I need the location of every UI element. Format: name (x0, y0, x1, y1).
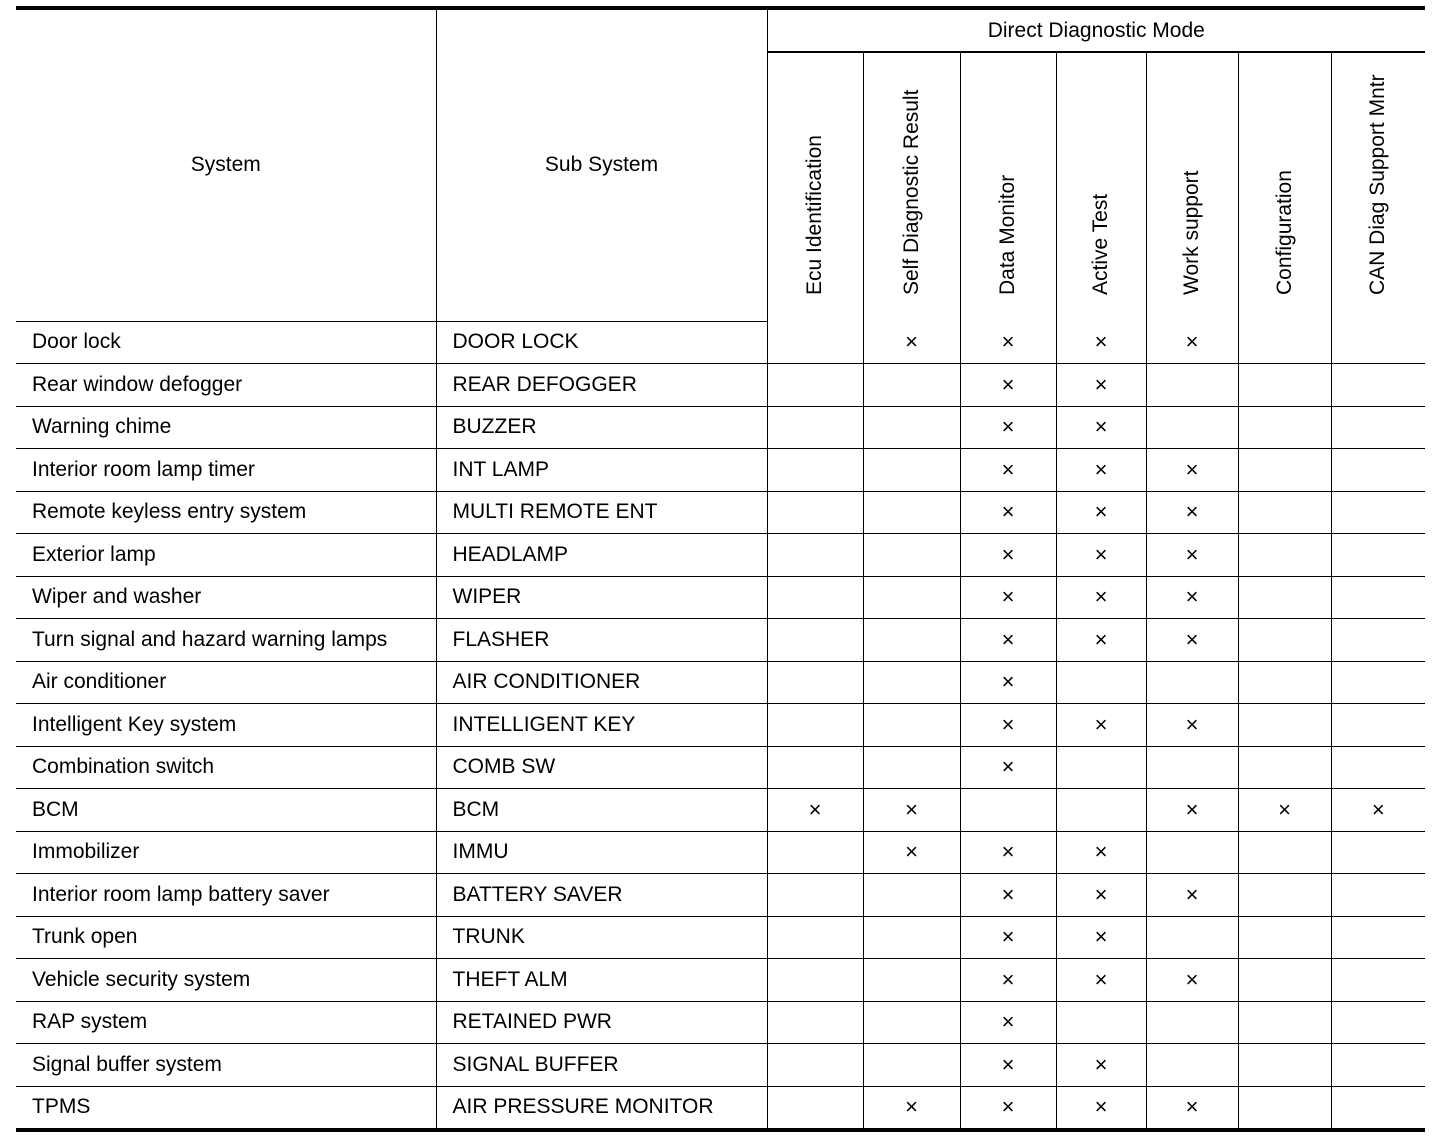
header-mode-configuration (1238, 52, 1331, 321)
sub-system-cell: BCM (436, 789, 767, 832)
sub-system-cell: DOOR LOCK (436, 321, 767, 364)
sub-system-cell: BATTERY SAVER (436, 874, 767, 917)
header-mode-label: Ecu Identification (803, 135, 826, 295)
table-row (16, 916, 1425, 959)
table-row (16, 661, 1425, 704)
header-mode-data-monitor (960, 52, 1056, 321)
mode-cell-work-support (1146, 746, 1238, 789)
mode-cell-data-monitor: × (960, 321, 1056, 364)
header-direct-diagnostic-mode: Direct Diagnostic Mode (767, 8, 1425, 52)
sub-system-cell: THEFT ALM (436, 959, 767, 1002)
mode-cell-configuration (1238, 746, 1331, 789)
mode-cell-can-diag-support-mntr (1331, 1001, 1425, 1044)
mode-cell-configuration (1238, 1086, 1331, 1130)
mode-cell-active-test: × (1056, 576, 1146, 619)
mode-cell-self-diagnostic-result (863, 534, 960, 577)
sub-system-cell: WIPER (436, 576, 767, 619)
sub-system-cell: INTELLIGENT KEY (436, 704, 767, 747)
mode-cell-ecu-identification (767, 746, 863, 789)
mode-cell-configuration (1238, 321, 1331, 364)
mode-cell-work-support: × (1146, 619, 1238, 662)
mode-cell-configuration (1238, 364, 1331, 407)
mode-cell-data-monitor: × (960, 1001, 1056, 1044)
system-cell: Interior room lamp battery saver (16, 874, 436, 917)
table-row (16, 449, 1425, 492)
document-page (16, 6, 1425, 1132)
table-row (16, 789, 1425, 832)
mode-cell-can-diag-support-mntr (1331, 661, 1425, 704)
sub-system-cell: MULTI REMOTE ENT (436, 491, 767, 534)
mode-cell-work-support (1146, 916, 1238, 959)
mode-cell-self-diagnostic-result (863, 874, 960, 917)
sub-system-cell: RETAINED PWR (436, 1001, 767, 1044)
table-row (16, 704, 1425, 747)
mode-cell-can-diag-support-mntr (1331, 449, 1425, 492)
mode-cell-configuration (1238, 661, 1331, 704)
table-row (16, 746, 1425, 789)
header-mode-ecu-identification (767, 52, 863, 321)
system-cell: TPMS (16, 1086, 436, 1130)
header-mode-can-diag-support-mntr (1331, 52, 1425, 321)
mode-cell-configuration (1238, 704, 1331, 747)
mode-cell-can-diag-support-mntr (1331, 746, 1425, 789)
mode-cell-active-test: × (1056, 916, 1146, 959)
sub-system-cell: INT LAMP (436, 449, 767, 492)
header-mode-self-diagnostic-result (863, 52, 960, 321)
mode-cell-ecu-identification: × (767, 789, 863, 832)
mode-cell-self-diagnostic-result: × (863, 831, 960, 874)
table-row (16, 534, 1425, 577)
mode-cell-can-diag-support-mntr (1331, 491, 1425, 534)
mode-cell-ecu-identification (767, 874, 863, 917)
system-cell: Exterior lamp (16, 534, 436, 577)
mode-cell-active-test: × (1056, 619, 1146, 662)
mode-cell-configuration (1238, 534, 1331, 577)
mode-cell-self-diagnostic-result (863, 449, 960, 492)
mode-cell-active-test: × (1056, 704, 1146, 747)
mode-cell-work-support: × (1146, 789, 1238, 832)
table-row (16, 1044, 1425, 1087)
sub-system-cell: REAR DEFOGGER (436, 364, 767, 407)
table-row (16, 959, 1425, 1002)
header-mode-label: Configuration (1272, 170, 1296, 295)
mode-cell-configuration (1238, 449, 1331, 492)
mode-cell-work-support: × (1146, 449, 1238, 492)
mode-cell-can-diag-support-mntr (1331, 364, 1425, 407)
mode-cell-configuration (1238, 491, 1331, 534)
mode-cell-active-test: × (1056, 959, 1146, 1002)
table-row (16, 1086, 1425, 1130)
mode-cell-self-diagnostic-result (863, 1044, 960, 1087)
header-mode-label: Data Monitor (996, 174, 1019, 295)
mode-cell-configuration (1238, 959, 1331, 1002)
mode-cell-active-test: × (1056, 1086, 1146, 1130)
system-cell: RAP system (16, 1001, 436, 1044)
mode-cell-data-monitor: × (960, 916, 1056, 959)
header-mode-label: Active Test (1089, 193, 1112, 295)
mode-cell-configuration (1238, 1044, 1331, 1087)
mode-cell-work-support (1146, 364, 1238, 407)
mode-cell-self-diagnostic-result (863, 619, 960, 662)
mode-cell-ecu-identification (767, 449, 863, 492)
mode-cell-can-diag-support-mntr (1331, 831, 1425, 874)
mode-cell-self-diagnostic-result: × (863, 1086, 960, 1130)
mode-cell-work-support: × (1146, 321, 1238, 364)
system-cell: Intelligent Key system (16, 704, 436, 747)
mode-cell-data-monitor: × (960, 704, 1056, 747)
header-system: System (16, 8, 436, 321)
mode-cell-data-monitor: × (960, 619, 1056, 662)
mode-cell-can-diag-support-mntr (1331, 406, 1425, 449)
table-row (16, 831, 1425, 874)
mode-cell-ecu-identification (767, 661, 863, 704)
table-row (16, 491, 1425, 534)
mode-cell-can-diag-support-mntr (1331, 1044, 1425, 1087)
mode-cell-data-monitor: × (960, 874, 1056, 917)
mode-cell-self-diagnostic-result: × (863, 321, 960, 364)
system-cell: Combination switch (16, 746, 436, 789)
sub-system-cell: AIR PRESSURE MONITOR (436, 1086, 767, 1130)
mode-cell-data-monitor: × (960, 534, 1056, 577)
mode-cell-ecu-identification (767, 321, 863, 364)
mode-cell-data-monitor: × (960, 746, 1056, 789)
sub-system-cell: SIGNAL BUFFER (436, 1044, 767, 1087)
mode-cell-can-diag-support-mntr (1331, 576, 1425, 619)
mode-cell-data-monitor: × (960, 449, 1056, 492)
mode-cell-active-test (1056, 746, 1146, 789)
mode-cell-can-diag-support-mntr (1331, 704, 1425, 747)
system-cell: Door lock (16, 321, 436, 364)
mode-cell-self-diagnostic-result (863, 959, 960, 1002)
header-mode-label: Work support (1180, 170, 1203, 295)
mode-cell-data-monitor: × (960, 491, 1056, 534)
mode-cell-data-monitor: × (960, 959, 1056, 1002)
mode-cell-work-support: × (1146, 491, 1238, 534)
system-cell: Warning chime (16, 406, 436, 449)
mode-cell-ecu-identification (767, 916, 863, 959)
mode-cell-configuration (1238, 916, 1331, 959)
system-cell: Trunk open (16, 916, 436, 959)
mode-cell-work-support: × (1146, 534, 1238, 577)
table-row (16, 619, 1425, 662)
mode-cell-can-diag-support-mntr (1331, 619, 1425, 662)
header-sub-system: Sub System (436, 8, 767, 321)
mode-cell-work-support: × (1146, 576, 1238, 619)
mode-cell-ecu-identification (767, 364, 863, 407)
mode-cell-configuration (1238, 576, 1331, 619)
mode-cell-work-support: × (1146, 1086, 1238, 1130)
mode-cell-can-diag-support-mntr (1331, 874, 1425, 917)
table-row (16, 576, 1425, 619)
sub-system-cell: BUZZER (436, 406, 767, 449)
system-cell: Signal buffer system (16, 1044, 436, 1087)
mode-cell-data-monitor: × (960, 1086, 1056, 1130)
mode-cell-active-test: × (1056, 1044, 1146, 1087)
mode-cell-work-support: × (1146, 704, 1238, 747)
mode-cell-work-support (1146, 661, 1238, 704)
mode-cell-active-test (1056, 1001, 1146, 1044)
sub-system-cell: TRUNK (436, 916, 767, 959)
mode-cell-data-monitor: × (960, 406, 1056, 449)
mode-cell-data-monitor: × (960, 576, 1056, 619)
mode-cell-self-diagnostic-result (863, 1001, 960, 1044)
header-mode-active-test (1056, 52, 1146, 321)
mode-cell-self-diagnostic-result (863, 491, 960, 534)
system-cell: Vehicle security system (16, 959, 436, 1002)
mode-cell-active-test: × (1056, 406, 1146, 449)
system-cell: Immobilizer (16, 831, 436, 874)
mode-cell-active-test: × (1056, 321, 1146, 364)
mode-cell-ecu-identification (767, 831, 863, 874)
sub-system-cell: IMMU (436, 831, 767, 874)
mode-cell-ecu-identification (767, 406, 863, 449)
mode-cell-configuration (1238, 406, 1331, 449)
mode-cell-configuration (1238, 619, 1331, 662)
mode-cell-work-support (1146, 1044, 1238, 1087)
mode-cell-ecu-identification (767, 576, 863, 619)
header-mode-work-support (1146, 52, 1238, 321)
mode-cell-active-test (1056, 661, 1146, 704)
header-mode-label: CAN Diag Support Mntr (1366, 74, 1390, 295)
system-cell: Air conditioner (16, 661, 436, 704)
mode-cell-self-diagnostic-result: × (863, 789, 960, 832)
mode-cell-self-diagnostic-result (863, 661, 960, 704)
mode-cell-can-diag-support-mntr (1331, 916, 1425, 959)
mode-cell-work-support: × (1146, 959, 1238, 1002)
mode-cell-ecu-identification (767, 959, 863, 1002)
mode-cell-self-diagnostic-result (863, 576, 960, 619)
header-mode-label: Self Diagnostic Result (899, 89, 923, 295)
mode-cell-data-monitor (960, 789, 1056, 832)
mode-cell-ecu-identification (767, 1001, 863, 1044)
mode-cell-active-test: × (1056, 364, 1146, 407)
mode-cell-configuration (1238, 1001, 1331, 1044)
mode-cell-ecu-identification (767, 704, 863, 747)
mode-cell-ecu-identification (767, 619, 863, 662)
mode-cell-self-diagnostic-result (863, 704, 960, 747)
mode-cell-can-diag-support-mntr (1331, 959, 1425, 1002)
mode-cell-self-diagnostic-result (863, 746, 960, 789)
system-cell: Rear window defogger (16, 364, 436, 407)
mode-cell-active-test: × (1056, 491, 1146, 534)
table-row (16, 406, 1425, 449)
mode-cell-ecu-identification (767, 1044, 863, 1087)
sub-system-cell: COMB SW (436, 746, 767, 789)
mode-cell-can-diag-support-mntr (1331, 534, 1425, 577)
system-cell: Wiper and washer (16, 576, 436, 619)
mode-cell-work-support (1146, 406, 1238, 449)
system-cell: Interior room lamp timer (16, 449, 436, 492)
mode-cell-can-diag-support-mntr (1331, 1086, 1425, 1130)
table-row (16, 321, 1425, 364)
mode-cell-configuration: × (1238, 789, 1331, 832)
mode-cell-active-test: × (1056, 831, 1146, 874)
sub-system-cell: AIR CONDITIONER (436, 661, 767, 704)
mode-cell-work-support (1146, 1001, 1238, 1044)
mode-cell-data-monitor: × (960, 1044, 1056, 1087)
system-cell: Remote keyless entry system (16, 491, 436, 534)
system-cell: Turn signal and hazard warning lamps (16, 619, 436, 662)
mode-cell-self-diagnostic-result (863, 406, 960, 449)
table-row (16, 1001, 1425, 1044)
mode-cell-work-support: × (1146, 874, 1238, 917)
mode-cell-ecu-identification (767, 1086, 863, 1130)
mode-cell-active-test (1056, 789, 1146, 832)
system-cell: BCM (16, 789, 436, 832)
mode-cell-configuration (1238, 874, 1331, 917)
diagnostic-mode-table (16, 6, 1425, 1132)
table-row (16, 874, 1425, 917)
mode-cell-self-diagnostic-result (863, 364, 960, 407)
table-row (16, 364, 1425, 407)
mode-cell-data-monitor: × (960, 364, 1056, 407)
sub-system-cell: FLASHER (436, 619, 767, 662)
mode-cell-active-test: × (1056, 534, 1146, 577)
mode-cell-active-test: × (1056, 449, 1146, 492)
sub-system-cell: HEADLAMP (436, 534, 767, 577)
mode-cell-can-diag-support-mntr (1331, 321, 1425, 364)
mode-cell-data-monitor: × (960, 831, 1056, 874)
mode-cell-can-diag-support-mntr: × (1331, 789, 1425, 832)
mode-cell-self-diagnostic-result (863, 916, 960, 959)
mode-cell-configuration (1238, 831, 1331, 874)
mode-cell-active-test: × (1056, 874, 1146, 917)
mode-cell-ecu-identification (767, 534, 863, 577)
mode-cell-data-monitor: × (960, 661, 1056, 704)
mode-cell-work-support (1146, 831, 1238, 874)
mode-cell-ecu-identification (767, 491, 863, 534)
